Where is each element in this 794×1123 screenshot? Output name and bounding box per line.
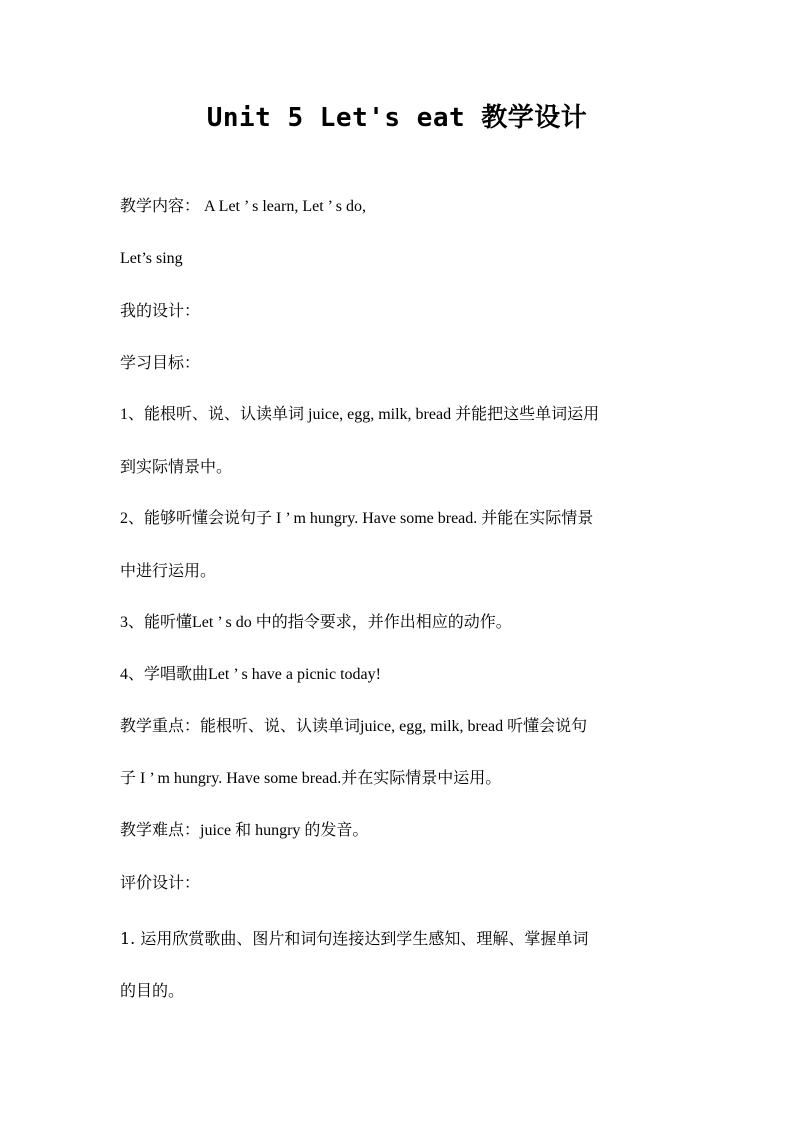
goal-2-line-2: 中进行运用。 <box>120 561 217 580</box>
learning-goals-heading: 学习目标： <box>120 353 201 372</box>
key-points-line-2: 子 I ’ m hungry. Have some bread.并在实际情景中运用。 <box>120 770 502 787</box>
key-points-line-1: 教学重点：能根听、说、认读单词juice, egg, milk, bread 听懂会说句 <box>120 718 588 735</box>
goal-3: 3、能听懂Let ’ s do 中的指令要求，并作出相应的动作。 <box>120 614 512 631</box>
goal-1-line-2: 到实际情景中。 <box>120 457 233 476</box>
evaluation-1-line-2: 的目的。 <box>120 981 185 1000</box>
evaluation-design-heading: 评价设计： <box>120 873 201 892</box>
my-design-heading: 我的设计： <box>120 301 201 320</box>
evaluation-1-line-1: 1. 运用欣赏歌曲、图片和词句连接达到学生感知、理解、掌握单词 <box>120 929 589 948</box>
goal-4: 4、学唱歌曲Let ’ s have a picnic today! <box>120 666 381 683</box>
teaching-content-continued: Let’s sing <box>120 250 183 267</box>
document-title: Unit 5 Let's eat 教学设计 <box>206 103 588 133</box>
goal-1-line-1: 1、能根听、说、认读单词 juice, egg, milk, bread 并能把这些单词运用 <box>120 406 600 423</box>
teaching-content-line: 教学内容： A Let ’ s learn, Let ’ s do, <box>120 198 367 215</box>
goal-2-line-1: 2、能够听懂会说句子 I ’ m hungry. Have some bread. 并能在实际情景 <box>120 510 594 527</box>
difficult-points: 教学难点：juice 和 hungry 的发音。 <box>120 822 369 839</box>
